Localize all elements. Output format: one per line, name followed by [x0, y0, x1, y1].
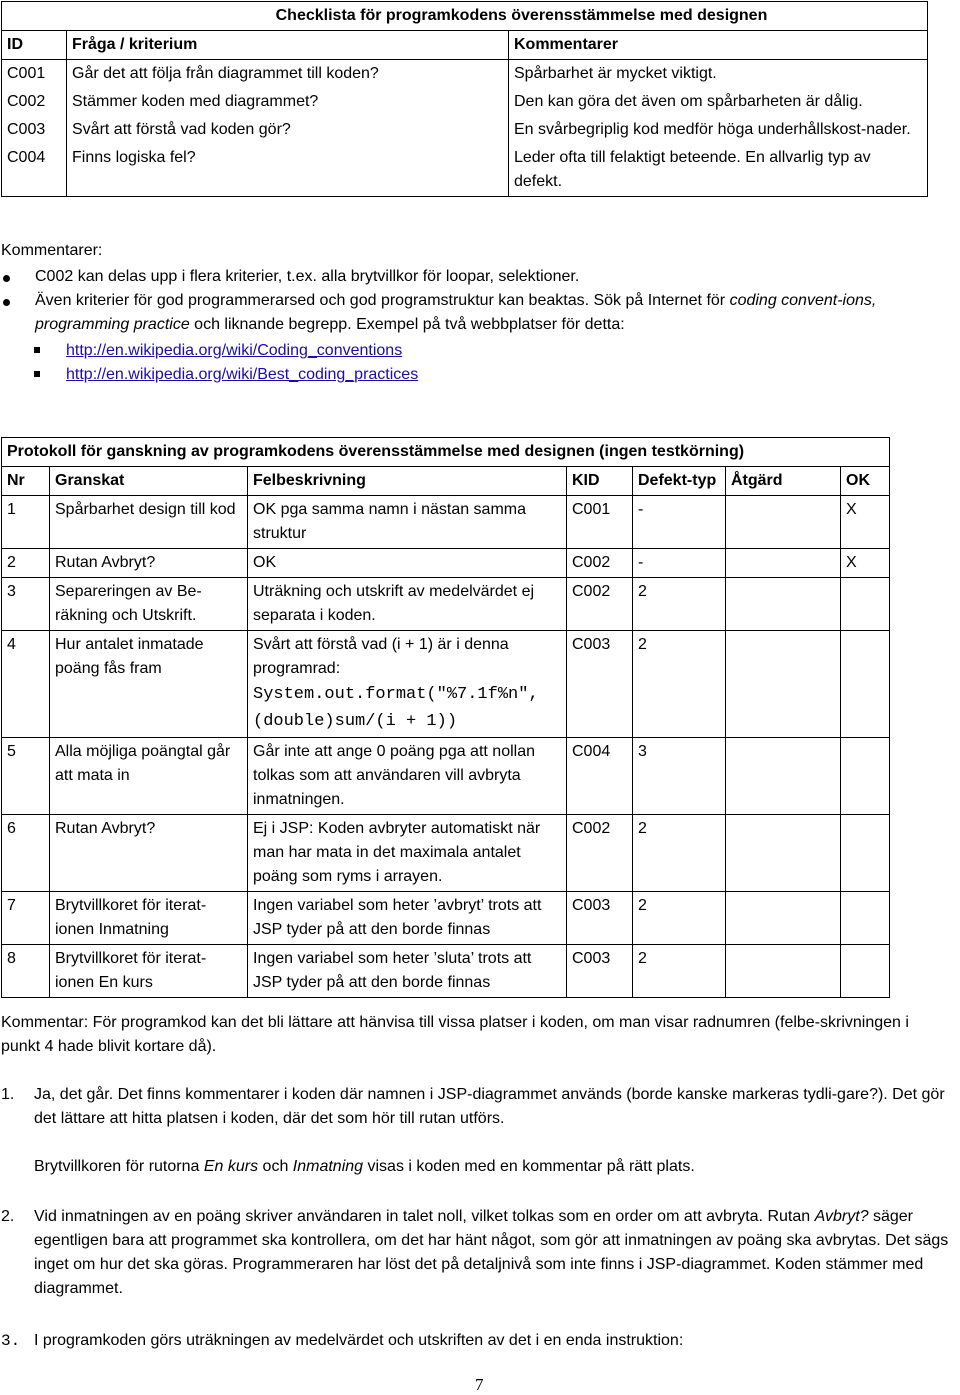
answer-text: säger egentligen bara att programmet ska kontrollera, om det har hänt något, som gör att inmatningen av poäng ska avbrytas. Det sägs inget om hur det ska göras. Programmeraren har löst det på detaljnivå som inte finns i JSP-diagrammet. Koden stämmer med diagrammet. [34, 1208, 949, 1297]
cell-kid: C003 [567, 892, 633, 945]
cell-fel: Uträkning och utskrift av medelvärdet ej separata i koden. [248, 578, 567, 631]
col-ok: OK [841, 467, 890, 496]
row-question: Går det att följa från diagrammet till koden? [67, 60, 509, 89]
table-row [2, 738, 890, 815]
col-kid: KID [567, 467, 633, 496]
table-row [2, 578, 890, 631]
table-row [2, 549, 890, 578]
cell-atgard [726, 578, 841, 631]
bullet-icon [3, 275, 10, 282]
answer-text: och [258, 1158, 293, 1175]
comments-heading: Kommentarer: [1, 242, 103, 259]
cell-atgard [726, 815, 841, 892]
table-row [2, 815, 890, 892]
cell-kid: C002 [567, 578, 633, 631]
cell-fel: OK [248, 549, 567, 578]
table-row [2, 945, 890, 998]
cell-ok [841, 815, 890, 892]
col-comment: Kommentarer [509, 31, 928, 60]
cell-defekt: - [633, 549, 726, 578]
cell-ok [841, 892, 890, 945]
cell-atgard [726, 738, 841, 815]
protocol-title: Protokoll för ganskning av programkodens överensstämmelse med designen (ingen testkörning) [2, 438, 890, 467]
cell-ok: X [841, 496, 890, 549]
table-row [2, 496, 890, 549]
row-comment: Spårbarhet är mycket viktigt. [509, 60, 928, 89]
col-nr: Nr [2, 467, 50, 496]
cell-kid: C003 [567, 945, 633, 998]
cell-nr: 8 [2, 945, 50, 998]
cell-atgard [726, 631, 841, 738]
cell-atgard [726, 496, 841, 549]
checklist-title: Checklista för programkodens överensstämmelse med designen [2, 2, 928, 31]
checklist-row [2, 88, 928, 116]
table-row [2, 631, 890, 738]
col-id: ID [2, 31, 67, 60]
row-id: C003 [2, 116, 67, 144]
cell-granskat: Rutan Avbryt? [50, 815, 248, 892]
answer-1: Ja, det går. Det finns kommentarer i koden där namnen i JSP-diagrammet används (borde kanske markeras tydli-gare?). Det gör det lättare att hitta platsen i koden, där det som hör till rutan utförs. [34, 1086, 945, 1127]
answer-number-2: 2. [1, 1208, 15, 1225]
checklist-row [2, 60, 928, 89]
cell-fel-text: Svårt att förstå vad (i + 1) är i denna programrad: [253, 636, 509, 677]
col-defekttyp: Defekt-typ [633, 467, 726, 496]
protocol-table [1, 437, 890, 998]
square-bullet-icon [34, 371, 40, 377]
cell-nr: 6 [2, 815, 50, 892]
cell-nr: 3 [2, 578, 50, 631]
cell-granskat: Alla möjliga poängtal går att mata in [50, 738, 248, 815]
cell-kid: C003 [567, 631, 633, 738]
cell-defekt: 2 [633, 631, 726, 738]
cell-fel: Ej i JSP: Koden avbryter automatiskt när man har mata in det maximala antalet poäng som ryms i arrayen. [248, 815, 567, 892]
cell-ok [841, 578, 890, 631]
comment-bullet [28, 289, 958, 337]
answer-italic: En kurs [203, 1158, 259, 1175]
cell-atgard [726, 549, 841, 578]
cell-kid: C004 [567, 738, 633, 815]
row-comment: Leder ofta till felaktigt beteende. En allvarlig typ av defekt. [509, 144, 928, 197]
square-bullet-icon [34, 347, 40, 353]
row-question: Svårt att förstå vad koden gör? [67, 116, 509, 144]
cell-granskat: Spårbarhet design till kod [50, 496, 248, 549]
bullet-icon [3, 299, 10, 306]
checklist-table [1, 1, 928, 197]
cell-ok: X [841, 549, 890, 578]
col-granskat: Granskat [50, 467, 248, 496]
cell-nr: 5 [2, 738, 50, 815]
answer-3: I programkoden görs uträkningen av medelvärdet och utskriften av det i en enda instruktion: [34, 1332, 684, 1349]
link-coding-conventions[interactable]: http://en.wikipedia.org/wiki/Coding_conventions [66, 342, 403, 359]
cell-granskat: Rutan Avbryt? [50, 549, 248, 578]
answer-italic: Inmatning [292, 1158, 364, 1175]
row-comment: En svårbegriplig kod medför höga underhållskost-nader. [509, 116, 928, 144]
cell-defekt: 3 [633, 738, 726, 815]
cell-nr: 7 [2, 892, 50, 945]
cell-kid: C002 [567, 549, 633, 578]
answer-italic: Avbryt? [814, 1208, 869, 1225]
cell-ok [841, 738, 890, 815]
comment-text: och liknande begrepp. Exempel på två webbplatser för detta: [189, 316, 625, 333]
page-number: 7 [475, 1375, 484, 1394]
row-id: C004 [2, 144, 67, 197]
answer-text: Vid inmatningen av en poäng skriver användaren in talet noll, vilket tolkas som en order om att avbryta. Rutan [34, 1208, 815, 1225]
cell-defekt: 2 [633, 892, 726, 945]
answer-number-1: 1. [1, 1086, 15, 1103]
protocol-footer-comment: Kommentar: För programkod kan det bli lättare att hänvisa till vissa platser i koden, om man visar radnumren (felbe-skrivningen i punkt 4 hade blivit kortare då). [1, 1014, 909, 1055]
code-snippet: System.out.format("%7.1f%n", (double)sum/(i + 1)) [253, 685, 539, 731]
cell-kid: C002 [567, 815, 633, 892]
cell-fel: OK pga samma namn i nästan samma struktur [248, 496, 567, 549]
row-id: C002 [2, 88, 67, 116]
cell-fel: Ingen variabel som heter ’sluta’ trots att JSP tyder på att den borde finnas [248, 945, 567, 998]
cell-defekt: 2 [633, 578, 726, 631]
answer-1-note [34, 1155, 956, 1179]
cell-fel [248, 631, 567, 738]
cell-ok [841, 631, 890, 738]
cell-defekt: 2 [633, 945, 726, 998]
checklist-row [2, 144, 928, 197]
answer-text: Brytvillkoren för rutorna [34, 1158, 204, 1175]
answer-text: visas i koden med en kommentar på rätt plats. [363, 1158, 695, 1175]
link-best-practices[interactable]: http://en.wikipedia.org/wiki/Best_coding_practices [66, 366, 419, 383]
comment-text: C002 kan delas upp i flera kriterier, t.ex. alla brytvillkor för loopar, selektioner. [35, 268, 580, 285]
cell-nr: 4 [2, 631, 50, 738]
cell-defekt: 2 [633, 815, 726, 892]
answer-number-3: 3. [1, 1332, 21, 1350]
comment-bullet [28, 265, 958, 289]
cell-nr: 2 [2, 549, 50, 578]
col-question: Fråga / kriterium [67, 31, 509, 60]
row-comment: Den kan göra det även om spårbarheten är dålig. [509, 88, 928, 116]
cell-kid: C001 [567, 496, 633, 549]
cell-defekt: - [633, 496, 726, 549]
table-row [2, 892, 890, 945]
cell-granskat: Brytvillkoret för iterat-ionen En kurs [50, 945, 248, 998]
row-question: Finns logiska fel? [67, 144, 509, 197]
col-felbeskrivning: Felbeskrivning [248, 467, 567, 496]
checklist-row [2, 116, 928, 144]
row-id: C001 [2, 60, 67, 89]
cell-fel: Ingen variabel som heter ’avbryt’ trots att JSP tyder på att den borde finnas [248, 892, 567, 945]
row-question: Stämmer koden med diagrammet? [67, 88, 509, 116]
cell-atgard [726, 892, 841, 945]
comment-italic: coding convent-ions, programming practice [35, 292, 877, 333]
col-atgard: Åtgärd [726, 467, 841, 496]
cell-atgard [726, 945, 841, 998]
comment-text: Även kriterier för god programmerarsed och god programstruktur kan beaktas. Sök på Internet för [35, 292, 730, 309]
cell-ok [841, 945, 890, 998]
comments-list [28, 265, 958, 337]
cell-nr: 1 [2, 496, 50, 549]
cell-granskat: Separeringen av Be-räkning och Utskrift. [50, 578, 248, 631]
cell-fel: Går inte att ange 0 poäng pga att nollan tolkas som att användaren vill avbryta inmatningen. [248, 738, 567, 815]
cell-granskat: Brytvillkoret för iterat-ionen Inmatning [50, 892, 248, 945]
answer-2 [34, 1205, 956, 1301]
cell-granskat: Hur antalet inmatade poäng fås fram [50, 631, 248, 738]
